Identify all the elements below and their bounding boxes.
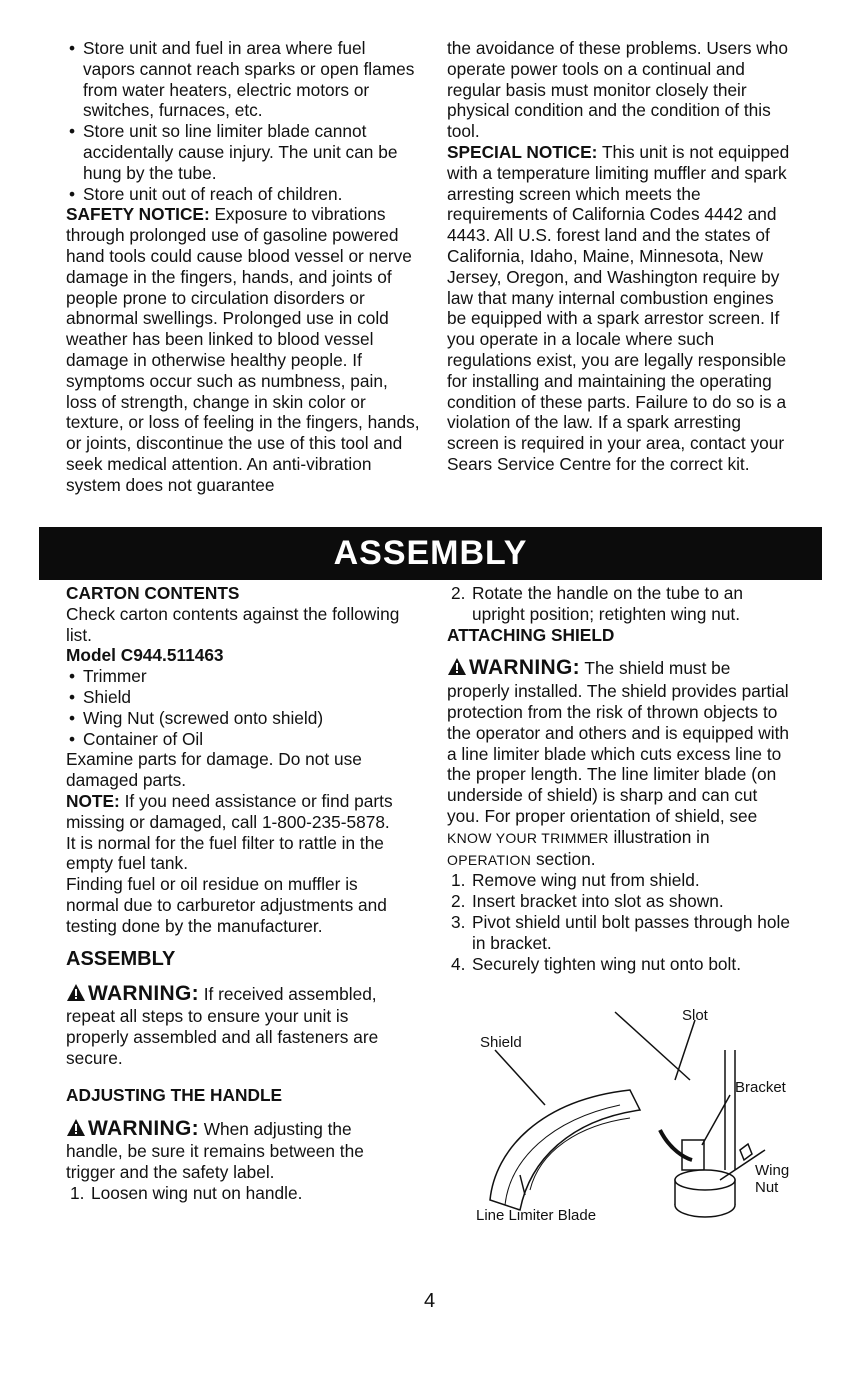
safety-notice-label: SAFETY NOTICE: <box>66 204 210 225</box>
warning-label: WARNING: <box>88 1116 199 1140</box>
know-your-trimmer-ref: KNOW YOUR TRIMMER <box>447 829 609 846</box>
shield-shape <box>490 1090 640 1210</box>
fuel-filter-note: It is normal for the fuel filter to rattle in the empty fuel tank. <box>66 832 384 874</box>
step-text: Securely tighten wing nut onto bolt. <box>472 953 741 974</box>
warning-text: illustration in <box>613 826 710 847</box>
warning-assembled <box>66 983 411 1069</box>
model-number: Model C944.511463 <box>66 645 224 666</box>
special-notice-text: This unit is not equipped with a temperature limiting muffler and spark arresting screen which meets the requirements of California Codes 4442 and 4443. All U.S. forest land and the states of California, Idaho, Maine, Minnesota, New Jersey, Oregon, and Washington require by law that many internal combustion engines be equipped with a spark arrestor screen. If you operate in a locale where such regulations exist, you are legally responsible for installing and maintaining the operating condition of these parts. Failure to do so is a violation of the law. If a spark arresting screen is required in your area, contact your Sears Service Centre for the correct kit. <box>447 141 790 474</box>
safety-notice <box>66 204 421 495</box>
step-number: 1. <box>451 870 466 891</box>
examine-parts: Examine parts for damage. Do not use damaged parts. <box>66 749 362 791</box>
warning-shield <box>447 657 792 870</box>
step-loosen <box>66 1183 411 1204</box>
label-nut: Nut <box>755 1179 779 1196</box>
bullet-store-blade: • Store unit so line limiter blade cannot accidentally cause injury. The unit can be hung by the tube. <box>66 121 421 183</box>
note <box>66 791 411 833</box>
step-number: 2. <box>451 891 466 912</box>
residue-note: Finding fuel or oil residue on muffler is normal due to carburetor adjustments and testing done by the manufacturer. <box>66 874 387 936</box>
label-wing: Wing <box>755 1162 790 1179</box>
right-top-column <box>447 38 797 475</box>
carton-item: • Shield <box>66 687 411 708</box>
special-notice-label: SPECIAL NOTICE: <box>447 141 598 162</box>
assembly-banner: ASSEMBLY <box>39 527 822 580</box>
right-bottom-column <box>447 583 792 974</box>
carton-intro: Check carton contents against the following list. <box>66 603 400 645</box>
attaching-shield-heading: ATTACHING SHIELD <box>447 624 615 645</box>
assembly-heading: ASSEMBLY <box>66 947 176 970</box>
step-number: 3. <box>451 911 466 932</box>
operation-ref: OPERATION <box>447 851 532 868</box>
shield-step <box>447 954 792 975</box>
shield-step <box>447 870 792 891</box>
label-shield: Shield <box>480 1034 522 1051</box>
label-bracket: Bracket <box>735 1079 786 1096</box>
label-line-limiter-blade: Line Limiter Blade <box>476 1207 597 1224</box>
vibration-continuation: the avoidance of these problems. Users who operate power tools on a continual and regular basis must monitor closely their physical condition and the condition of this tool. <box>447 38 789 142</box>
step-number: 1. <box>70 1182 85 1203</box>
safety-notice-text: Exposure to vibrations through prolonged use of gasoline powered hand tools could cause blood vessel or nerve damage in the fingers, hands, and joints of people prone to circulation disorders or abnormal swellings. Prolonged use in cold weather has been linked to blood vessel damage in otherwise healthy people. If symptoms occur such as numbness, pain, loss of strength, change in skin color or texture, or loss of feeling in the fingers, hands, or joints, discontinue the use of this tool and seek medical attention. An anti-vibration system does not guarantee <box>66 204 420 495</box>
shield-step <box>447 891 792 912</box>
shield-step <box>447 912 792 954</box>
warning-label: WARNING: <box>88 981 199 1005</box>
page-number: 4 <box>423 1290 436 1312</box>
step-rotate <box>447 583 792 625</box>
step-number: 4. <box>451 953 466 974</box>
warning-triangle-icon <box>447 657 467 681</box>
warning-triangle-icon <box>66 1118 86 1142</box>
step-text: Pivot shield until bolt passes through hole in bracket. <box>472 911 790 953</box>
special-notice <box>447 142 797 475</box>
warning-text: section. <box>535 848 596 869</box>
warning-handle <box>66 1118 411 1183</box>
warning-text: If received assembled, repeat all steps to ensure your unit is properly assembled and all fasteners are secure. <box>66 983 379 1068</box>
bullet-store-children: • Store unit out of reach of children. <box>66 184 421 205</box>
warning-triangle-icon <box>66 983 86 1007</box>
warning-label: WARNING: <box>469 656 580 680</box>
step-text: Remove wing nut from shield. <box>472 870 700 891</box>
adjusting-handle-heading: ADJUSTING THE HANDLE <box>66 1084 283 1105</box>
step-text: Loosen wing nut on handle. <box>91 1182 303 1203</box>
step-number: 2. <box>451 583 466 603</box>
carton-item: • Container of Oil <box>66 729 411 750</box>
left-bottom-column <box>66 583 411 1204</box>
carton-item: • Trimmer <box>66 666 411 687</box>
step-text: Insert bracket into slot as shown. <box>472 891 724 912</box>
warning-text: When adjusting the handle, be sure it remains between the trigger and the safety label. <box>66 1118 364 1183</box>
shield-assembly-diagram <box>470 1000 800 1240</box>
note-text: If you need assistance or find parts missing or damaged, call 1-800-235-5878. <box>66 790 393 832</box>
carton-item: • Wing Nut (screwed onto shield) <box>66 708 411 729</box>
left-top-column <box>66 38 421 496</box>
step-text: Rotate the handle on the tube to an upright position; retighten wing nut. <box>472 583 743 624</box>
note-label: NOTE: <box>66 790 120 811</box>
warning-text: The shield must be properly installed. The shield provides partial protection from the risk of thrown objects to the operator and others and is equipped with a line limiter blade which cuts excess line to the proper length. The line limiter blade (on underside of shield) is sharp and can cut you. For proper orientation of shield, see <box>447 658 790 826</box>
bullet-store-fuel: • Store unit and fuel in area where fuel vapors cannot reach sparks or open flames from water heaters, electric motors or switches, furnaces, etc. <box>66 38 421 121</box>
carton-contents-heading: CARTON CONTENTS <box>66 583 240 603</box>
label-slot: Slot <box>682 1007 708 1024</box>
